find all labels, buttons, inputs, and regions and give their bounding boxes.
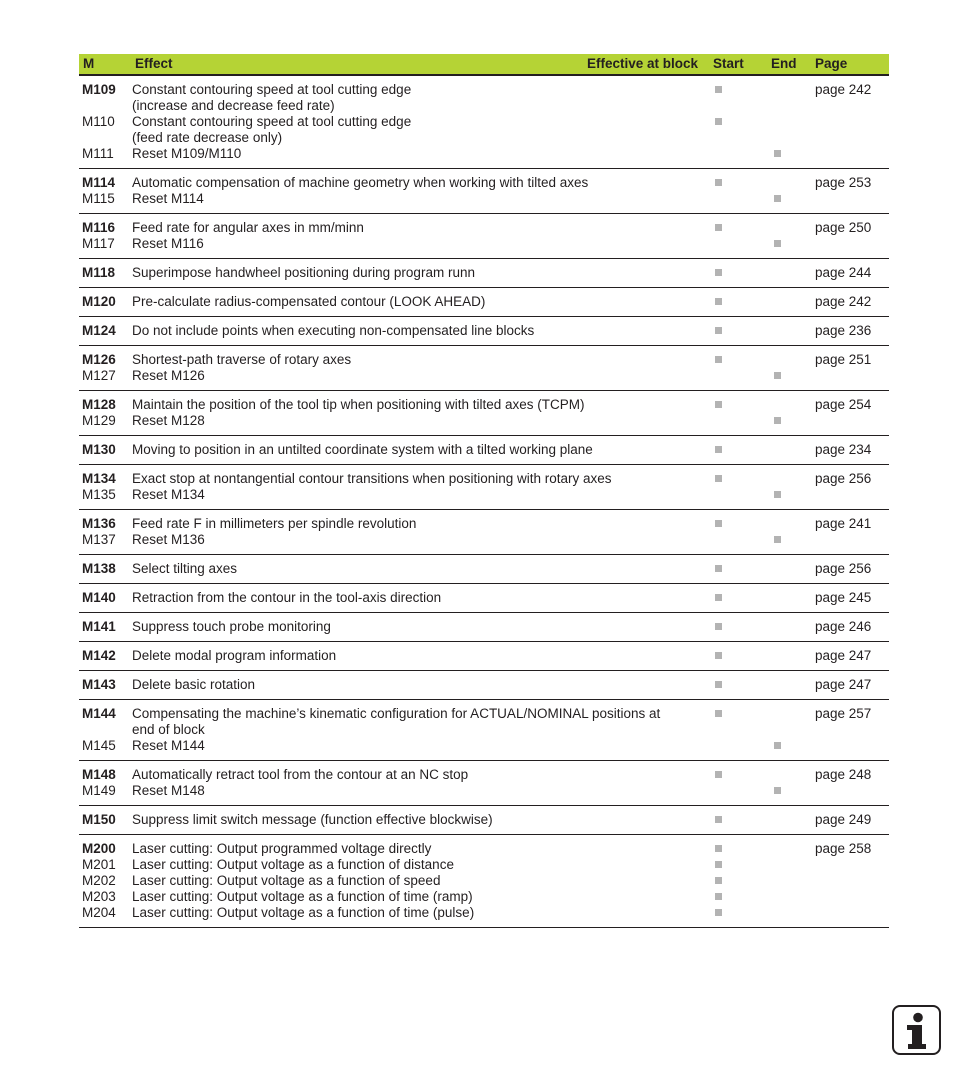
end-marker-icon xyxy=(774,742,781,749)
table-row xyxy=(79,677,889,693)
m-code: M128 xyxy=(82,397,116,412)
m-code: M145 xyxy=(82,738,116,753)
table-row xyxy=(79,82,889,114)
start-marker-icon xyxy=(715,816,722,823)
table-row xyxy=(79,352,889,368)
page-reference: page 241 xyxy=(815,516,872,531)
effect-description: Reset M128 xyxy=(132,413,205,428)
effect-description: Suppress limit switch message (function effective blockwise) xyxy=(132,812,493,827)
m-code: M202 xyxy=(82,873,116,888)
m-code: M134 xyxy=(82,471,116,486)
table-row xyxy=(79,590,889,606)
table-row-group xyxy=(79,671,889,700)
table-row-group xyxy=(79,346,889,391)
effect-description: Select tilting axes xyxy=(132,561,238,576)
header-start: Start xyxy=(713,56,744,71)
effect-description: Reset M109/M110 xyxy=(132,146,242,161)
start-marker-icon xyxy=(715,118,722,125)
start-marker-icon xyxy=(715,877,722,884)
table-row xyxy=(79,471,889,487)
m-code: M149 xyxy=(82,783,116,798)
start-marker-icon xyxy=(715,475,722,482)
m-function-table xyxy=(79,54,889,928)
table-row-group xyxy=(79,436,889,465)
page-reference: page 236 xyxy=(815,323,872,338)
page-reference: page 250 xyxy=(815,220,872,235)
header-effect: Effect xyxy=(135,56,173,71)
start-marker-icon xyxy=(715,356,722,363)
header-page: Page xyxy=(815,56,848,71)
page-reference: page 249 xyxy=(815,812,872,827)
start-marker-icon xyxy=(715,861,722,868)
start-marker-icon xyxy=(715,710,722,717)
page-reference: page 257 xyxy=(815,706,872,721)
effect-description: Reset M116 xyxy=(132,236,204,251)
effect-description: Feed rate for angular axes in mm/minn xyxy=(132,220,364,235)
table-row xyxy=(79,114,889,146)
page-reference: page 256 xyxy=(815,561,872,576)
effect-description: Exact stop at nontangential contour transitions when positioning with rotary axes xyxy=(132,471,612,486)
table-row xyxy=(79,442,889,458)
page-reference: page 248 xyxy=(815,767,872,782)
table-row xyxy=(79,368,889,384)
effect-description: Reset M148 xyxy=(132,783,205,798)
table-row-group xyxy=(79,76,889,169)
table-row xyxy=(79,812,889,828)
effect-description: Automatically retract tool from the contour at an NC stop xyxy=(132,767,469,782)
effect-description: Retraction from the contour in the tool-axis direction xyxy=(132,590,442,605)
table-row-group xyxy=(79,465,889,510)
table-row xyxy=(79,236,889,252)
effect-description: Reset M144 xyxy=(132,738,205,753)
table-row-group xyxy=(79,214,889,259)
effect-description: Reset M126 xyxy=(132,368,205,383)
end-marker-icon xyxy=(774,417,781,424)
table-row xyxy=(79,619,889,635)
m-code: M109 xyxy=(82,82,116,97)
effect-description: Compensating the machine’s kinematic configuration for ACTUAL/NOMINAL positions at end of block xyxy=(132,706,661,737)
table-row-group xyxy=(79,584,889,613)
m-code: M137 xyxy=(82,532,116,547)
effect-description: Constant contouring speed at tool cutting edge (feed rate decrease only) xyxy=(132,114,412,145)
table-header xyxy=(79,54,889,76)
m-code: M118 xyxy=(82,265,116,280)
effect-description: Reset M134 xyxy=(132,487,205,502)
end-marker-icon xyxy=(774,491,781,498)
table-row xyxy=(79,220,889,236)
table-row-group xyxy=(79,613,889,642)
effect-description: Maintain the position of the tool tip when positioning with tilted axes (TCPM) xyxy=(132,397,585,412)
table-row xyxy=(79,738,889,754)
table-row-group xyxy=(79,510,889,555)
effect-description: Constant contouring speed at tool cutting edge (increase and decrease feed rate) xyxy=(132,82,412,113)
table-row xyxy=(79,561,889,577)
table-row xyxy=(79,413,889,429)
m-code: M140 xyxy=(82,590,116,605)
m-code: M135 xyxy=(82,487,116,502)
page-reference: page 245 xyxy=(815,590,872,605)
table-row-group xyxy=(79,391,889,436)
end-marker-icon xyxy=(774,150,781,157)
table-row xyxy=(79,294,889,310)
end-marker-icon xyxy=(774,787,781,794)
table-row xyxy=(79,487,889,503)
page-reference: page 247 xyxy=(815,648,872,663)
table-row-group xyxy=(79,317,889,346)
start-marker-icon xyxy=(715,681,722,688)
start-marker-icon xyxy=(715,845,722,852)
m-code: M124 xyxy=(82,323,116,338)
header-end: End xyxy=(771,56,797,71)
m-code: M142 xyxy=(82,648,116,663)
start-marker-icon xyxy=(715,893,722,900)
table-row xyxy=(79,532,889,548)
m-code: M129 xyxy=(82,413,116,428)
effect-description: Laser cutting: Output programmed voltage directly xyxy=(132,841,432,856)
effect-description: Feed rate F in millimeters per spindle revolution xyxy=(132,516,417,531)
m-code: M148 xyxy=(82,767,116,782)
m-code: M130 xyxy=(82,442,116,457)
start-marker-icon xyxy=(715,401,722,408)
table-row-group xyxy=(79,259,889,288)
page-reference: page 247 xyxy=(815,677,872,692)
table-row xyxy=(79,889,889,905)
start-marker-icon xyxy=(715,594,722,601)
page-reference: page 254 xyxy=(815,397,872,412)
end-marker-icon xyxy=(774,195,781,202)
start-marker-icon xyxy=(715,520,722,527)
m-code: M127 xyxy=(82,368,116,383)
m-code: M204 xyxy=(82,905,116,920)
effect-description: Laser cutting: Output voltage as a function of time (pulse) xyxy=(132,905,475,920)
m-code: M138 xyxy=(82,561,116,576)
start-marker-icon xyxy=(715,623,722,630)
start-marker-icon xyxy=(715,327,722,334)
effect-description: Moving to position in an untilted coordinate system with a tilted working plane xyxy=(132,442,593,457)
table-row-group xyxy=(79,642,889,671)
table-row xyxy=(79,175,889,191)
start-marker-icon xyxy=(715,771,722,778)
m-code: M141 xyxy=(82,619,116,634)
page-reference: page 256 xyxy=(815,471,872,486)
table-body xyxy=(79,76,889,928)
page-reference: page 246 xyxy=(815,619,872,634)
m-code: M201 xyxy=(82,857,116,872)
effect-description: Delete basic rotation xyxy=(132,677,256,692)
effect-description: Suppress touch probe monitoring xyxy=(132,619,331,634)
m-code: M136 xyxy=(82,516,116,531)
table-row xyxy=(79,648,889,664)
table-row xyxy=(79,905,889,921)
end-marker-icon xyxy=(774,372,781,379)
table-row xyxy=(79,767,889,783)
effect-description: Shortest-path traverse of rotary axes xyxy=(132,352,352,367)
start-marker-icon xyxy=(715,269,722,276)
page-reference: page 244 xyxy=(815,265,872,280)
start-marker-icon xyxy=(715,224,722,231)
m-code: M200 xyxy=(82,841,116,856)
effect-description: Reset M136 xyxy=(132,532,205,547)
m-code: M143 xyxy=(82,677,116,692)
table-row-group xyxy=(79,700,889,761)
table-row xyxy=(79,191,889,207)
start-marker-icon xyxy=(715,909,722,916)
page-reference: page 251 xyxy=(815,352,872,367)
effect-description: Do not include points when executing non-compensated line blocks xyxy=(132,323,535,338)
effect-description: Laser cutting: Output voltage as a function of speed xyxy=(132,873,441,888)
table-row xyxy=(79,323,889,339)
table-row xyxy=(79,397,889,413)
start-marker-icon xyxy=(715,179,722,186)
m-code: M144 xyxy=(82,706,116,721)
table-row xyxy=(79,783,889,799)
page-reference: page 242 xyxy=(815,82,872,97)
effect-description: Superimpose handwheel positioning during program runn xyxy=(132,265,475,280)
m-code: M126 xyxy=(82,352,116,367)
table-row xyxy=(79,857,889,873)
info-icon xyxy=(892,1005,941,1055)
table-row xyxy=(79,841,889,857)
table-row-group xyxy=(79,806,889,835)
page-reference: page 234 xyxy=(815,442,872,457)
m-code: M111 xyxy=(82,146,114,161)
end-marker-icon xyxy=(774,240,781,247)
page-reference: page 242 xyxy=(815,294,872,309)
m-code: M120 xyxy=(82,294,116,309)
table-row-group xyxy=(79,555,889,584)
effect-description: Delete modal program information xyxy=(132,648,337,663)
table-row-group xyxy=(79,835,889,928)
m-code: M203 xyxy=(82,889,116,904)
m-code: M110 xyxy=(82,114,115,129)
table-row-group xyxy=(79,288,889,317)
table-row xyxy=(79,146,889,162)
m-code: M114 xyxy=(82,175,116,190)
table-row xyxy=(79,873,889,889)
start-marker-icon xyxy=(715,652,722,659)
page-reference: page 253 xyxy=(815,175,872,190)
table-row xyxy=(79,706,889,738)
m-code: M117 xyxy=(82,236,115,251)
effect-description: Laser cutting: Output voltage as a function of time (ramp) xyxy=(132,889,473,904)
start-marker-icon xyxy=(715,446,722,453)
table-row-group xyxy=(79,169,889,214)
table-row xyxy=(79,516,889,532)
m-code: M115 xyxy=(82,191,115,206)
header-effective-at-block: Effective at block xyxy=(586,56,698,71)
header-m: M xyxy=(83,56,95,71)
m-code: M150 xyxy=(82,812,116,827)
start-marker-icon xyxy=(715,86,722,93)
start-marker-icon xyxy=(715,565,722,572)
end-marker-icon xyxy=(774,536,781,543)
effect-description: Laser cutting: Output voltage as a function of distance xyxy=(132,857,454,872)
effect-description: Pre-calculate radius-compensated contour (LOOK AHEAD) xyxy=(132,294,486,309)
start-marker-icon xyxy=(715,298,722,305)
effect-description: Reset M114 xyxy=(132,191,204,206)
table-row xyxy=(79,265,889,281)
table-row-group xyxy=(79,761,889,806)
m-code: M116 xyxy=(82,220,116,235)
effect-description: Automatic compensation of machine geometry when working with tilted axes xyxy=(132,175,589,190)
page-reference: page 258 xyxy=(815,841,872,856)
